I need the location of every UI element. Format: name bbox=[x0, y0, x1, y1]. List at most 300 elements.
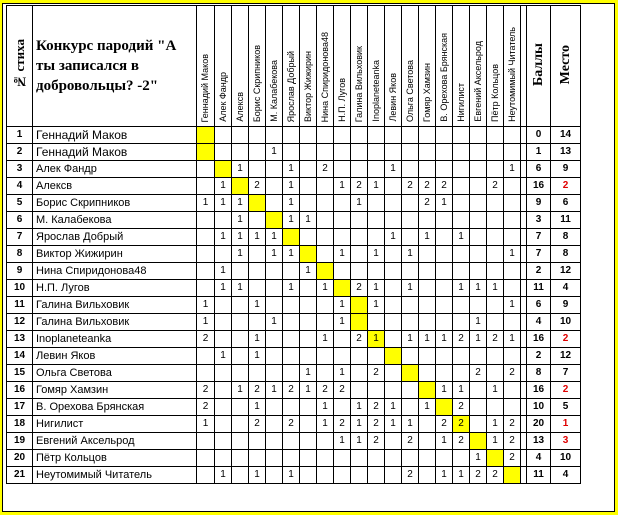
place-cell: 2 bbox=[551, 331, 581, 348]
vote-cell bbox=[385, 144, 402, 161]
row-number: 11 bbox=[7, 297, 33, 314]
vote-cell: 1 bbox=[232, 161, 249, 178]
vote-cell bbox=[436, 246, 453, 263]
vote-cell: 1 bbox=[215, 229, 232, 246]
row-number: 16 bbox=[7, 382, 33, 399]
table-row bbox=[7, 348, 581, 365]
vote-cell bbox=[232, 365, 249, 382]
table-row bbox=[7, 212, 581, 229]
vote-cell bbox=[402, 161, 419, 178]
vote-cell: 1 bbox=[232, 212, 249, 229]
vote-cell bbox=[504, 382, 521, 399]
vote-cell: 2 bbox=[453, 399, 470, 416]
score-cell: 7 bbox=[527, 246, 551, 263]
vote-cell bbox=[300, 450, 317, 467]
vote-cell bbox=[197, 161, 215, 178]
row-number: 12 bbox=[7, 314, 33, 331]
place-cell: 11 bbox=[551, 212, 581, 229]
vote-cell bbox=[351, 348, 368, 365]
place-cell: 12 bbox=[551, 263, 581, 280]
vote-cell bbox=[470, 382, 487, 399]
vote-cell bbox=[232, 467, 249, 484]
vote-cell bbox=[197, 229, 215, 246]
vote-cell: 1 bbox=[351, 416, 368, 433]
vote-cell bbox=[232, 144, 249, 161]
vote-cell bbox=[266, 365, 283, 382]
score-cell: 20 bbox=[527, 416, 551, 433]
vote-cell bbox=[300, 144, 317, 161]
vote-cell bbox=[368, 229, 385, 246]
column-header-label: Ольга Светова bbox=[404, 59, 415, 122]
vote-cell bbox=[385, 314, 402, 331]
vote-cell: 1 bbox=[317, 399, 334, 416]
vote-cell: 1 bbox=[368, 280, 385, 297]
vote-cell bbox=[419, 280, 436, 297]
score-cell: 16 bbox=[527, 331, 551, 348]
vote-cell bbox=[249, 127, 266, 144]
row-number: 10 bbox=[7, 280, 33, 297]
vote-cell bbox=[504, 212, 521, 229]
column-header-label: Борис Скрипников bbox=[251, 44, 262, 122]
vote-cell: 1 bbox=[334, 246, 351, 263]
vote-cell bbox=[351, 450, 368, 467]
vote-cell bbox=[419, 467, 436, 484]
vote-cell: 2 bbox=[249, 382, 266, 399]
vote-cell bbox=[300, 331, 317, 348]
column-header-author bbox=[215, 6, 232, 127]
vote-cell: 1 bbox=[470, 331, 487, 348]
vote-cell bbox=[436, 365, 453, 382]
self-vote-cell bbox=[300, 246, 317, 263]
vote-cell bbox=[249, 212, 266, 229]
score-cell: 11 bbox=[527, 280, 551, 297]
vote-cell: 1 bbox=[470, 314, 487, 331]
vote-cell bbox=[197, 178, 215, 195]
row-author-name: Левин Яков bbox=[33, 348, 197, 365]
row-author-name: Галина Вильховик bbox=[33, 314, 197, 331]
vote-cell: 1 bbox=[402, 416, 419, 433]
vote-cell bbox=[402, 399, 419, 416]
place-cell: 10 bbox=[551, 450, 581, 467]
row-number: 13 bbox=[7, 331, 33, 348]
vote-cell bbox=[334, 467, 351, 484]
vote-cell bbox=[300, 348, 317, 365]
vote-cell bbox=[283, 348, 300, 365]
table-row bbox=[7, 314, 581, 331]
vote-cell: 1 bbox=[197, 314, 215, 331]
self-vote-cell bbox=[351, 314, 368, 331]
vote-cell bbox=[470, 263, 487, 280]
vote-cell bbox=[385, 467, 402, 484]
vote-cell bbox=[504, 263, 521, 280]
self-vote-cell bbox=[215, 161, 232, 178]
score-cell: 10 bbox=[527, 399, 551, 416]
header-score-label: Баллы bbox=[530, 42, 546, 87]
table-row bbox=[7, 263, 581, 280]
vote-cell: 1 bbox=[300, 365, 317, 382]
header-number-cell bbox=[7, 6, 33, 127]
vote-cell bbox=[266, 433, 283, 450]
vote-cell bbox=[436, 263, 453, 280]
column-header-author bbox=[487, 6, 504, 127]
vote-cell bbox=[317, 348, 334, 365]
vote-cell bbox=[453, 450, 470, 467]
column-header-label: В. Орехова Брянская bbox=[438, 33, 449, 122]
vote-cell: 2 bbox=[504, 416, 521, 433]
vote-cell bbox=[453, 178, 470, 195]
header-number-label: № стиха bbox=[12, 39, 27, 90]
vote-cell: 1 bbox=[436, 195, 453, 212]
column-header-author bbox=[470, 6, 487, 127]
vote-cell bbox=[470, 416, 487, 433]
vote-cell bbox=[283, 144, 300, 161]
vote-cell bbox=[419, 161, 436, 178]
vote-cell: 1 bbox=[487, 433, 504, 450]
vote-cell bbox=[283, 263, 300, 280]
vote-cell bbox=[266, 161, 283, 178]
vote-cell bbox=[402, 263, 419, 280]
vote-cell bbox=[317, 246, 334, 263]
vote-cell bbox=[402, 348, 419, 365]
vote-cell: 2 bbox=[249, 178, 266, 195]
vote-cell bbox=[232, 416, 249, 433]
column-header-author bbox=[300, 6, 317, 127]
vote-cell: 1 bbox=[334, 365, 351, 382]
vote-cell bbox=[334, 161, 351, 178]
vote-cell bbox=[402, 144, 419, 161]
vote-cell: 1 bbox=[249, 297, 266, 314]
vote-cell bbox=[419, 416, 436, 433]
vote-cell: 2 bbox=[487, 467, 504, 484]
vote-cell: 1 bbox=[385, 161, 402, 178]
vote-cell bbox=[232, 297, 249, 314]
score-cell: 1 bbox=[527, 144, 551, 161]
vote-cell: 1 bbox=[351, 195, 368, 212]
vote-cell: 1 bbox=[368, 178, 385, 195]
vote-cell bbox=[419, 433, 436, 450]
vote-cell bbox=[232, 314, 249, 331]
self-vote-cell: 1 bbox=[368, 331, 385, 348]
vote-cell: 1 bbox=[504, 297, 521, 314]
table-row bbox=[7, 382, 581, 399]
vote-cell bbox=[197, 467, 215, 484]
vote-cell bbox=[266, 127, 283, 144]
vote-cell bbox=[385, 297, 402, 314]
vote-cell bbox=[215, 246, 232, 263]
column-header-author bbox=[385, 6, 402, 127]
vote-cell: 1 bbox=[215, 467, 232, 484]
vote-cell bbox=[197, 212, 215, 229]
self-vote-cell bbox=[385, 348, 402, 365]
vote-cell: 1 bbox=[453, 382, 470, 399]
column-header-author bbox=[334, 6, 351, 127]
score-cell: 6 bbox=[527, 297, 551, 314]
vote-cell bbox=[453, 297, 470, 314]
vote-cell: 1 bbox=[266, 144, 283, 161]
vote-cell: 2 bbox=[402, 178, 419, 195]
vote-cell bbox=[436, 314, 453, 331]
vote-cell bbox=[436, 127, 453, 144]
vote-cell bbox=[419, 212, 436, 229]
vote-cell bbox=[368, 382, 385, 399]
score-cell: 0 bbox=[527, 127, 551, 144]
row-author-name: Нигилист bbox=[33, 416, 197, 433]
vote-cell: 1 bbox=[266, 382, 283, 399]
vote-cell bbox=[197, 246, 215, 263]
vote-cell bbox=[487, 348, 504, 365]
table-row bbox=[7, 399, 581, 416]
contest-table-sheet bbox=[2, 3, 615, 512]
vote-cell bbox=[317, 467, 334, 484]
column-header-author bbox=[197, 6, 215, 127]
column-header-author bbox=[232, 6, 249, 127]
vote-cell: 2 bbox=[487, 178, 504, 195]
vote-cell: 2 bbox=[419, 195, 436, 212]
vote-cell bbox=[402, 212, 419, 229]
vote-cell bbox=[197, 365, 215, 382]
vote-cell bbox=[266, 263, 283, 280]
vote-cell bbox=[487, 246, 504, 263]
vote-cell: 1 bbox=[283, 195, 300, 212]
vote-cell: 1 bbox=[504, 161, 521, 178]
place-cell: 12 bbox=[551, 348, 581, 365]
vote-cell bbox=[317, 314, 334, 331]
vote-cell bbox=[368, 467, 385, 484]
vote-cell bbox=[470, 144, 487, 161]
vote-cell: 1 bbox=[436, 467, 453, 484]
vote-cell bbox=[436, 144, 453, 161]
column-header-label: Гомяр Хамзин bbox=[421, 62, 432, 122]
vote-cell bbox=[368, 314, 385, 331]
vote-cell bbox=[197, 433, 215, 450]
vote-cell bbox=[215, 314, 232, 331]
vote-cell bbox=[436, 161, 453, 178]
place-cell: 9 bbox=[551, 161, 581, 178]
vote-cell: 1 bbox=[283, 161, 300, 178]
vote-cell bbox=[215, 365, 232, 382]
vote-cell bbox=[487, 212, 504, 229]
table-row bbox=[7, 229, 581, 246]
vote-cell: 1 bbox=[249, 331, 266, 348]
vote-cell: 1 bbox=[215, 263, 232, 280]
self-vote-cell bbox=[436, 399, 453, 416]
row-number: 8 bbox=[7, 246, 33, 263]
row-number: 3 bbox=[7, 161, 33, 178]
column-header-author bbox=[419, 6, 436, 127]
row-author-name: Галина Вильховик bbox=[33, 297, 197, 314]
vote-cell bbox=[232, 399, 249, 416]
vote-cell bbox=[300, 195, 317, 212]
place-cell: 4 bbox=[551, 280, 581, 297]
vote-cell bbox=[402, 195, 419, 212]
vote-cell: 2 bbox=[351, 178, 368, 195]
vote-cell bbox=[283, 331, 300, 348]
row-author-name: Пётр Кольцов bbox=[33, 450, 197, 467]
vote-cell bbox=[317, 365, 334, 382]
row-author-name: Нина Спиридонова48 bbox=[33, 263, 197, 280]
vote-cell: 1 bbox=[453, 229, 470, 246]
vote-cell bbox=[487, 127, 504, 144]
vote-cell: 2 bbox=[368, 433, 385, 450]
column-header-author bbox=[317, 6, 334, 127]
vote-cell bbox=[351, 365, 368, 382]
vote-cell: 1 bbox=[334, 297, 351, 314]
column-header-label: Inoplaneteanka bbox=[370, 60, 381, 122]
vote-cell: 2 bbox=[368, 416, 385, 433]
vote-cell bbox=[470, 195, 487, 212]
vote-cell: 1 bbox=[470, 280, 487, 297]
vote-cell: 1 bbox=[317, 280, 334, 297]
place-cell: 7 bbox=[551, 365, 581, 382]
vote-cell bbox=[368, 127, 385, 144]
vote-cell bbox=[215, 212, 232, 229]
score-cell: 16 bbox=[527, 178, 551, 195]
vote-cell bbox=[334, 212, 351, 229]
vote-cell bbox=[385, 331, 402, 348]
vote-cell: 1 bbox=[215, 178, 232, 195]
vote-cell: 1 bbox=[283, 212, 300, 229]
self-vote-cell bbox=[470, 433, 487, 450]
vote-cell bbox=[266, 348, 283, 365]
vote-cell bbox=[283, 127, 300, 144]
vote-cell: 1 bbox=[436, 331, 453, 348]
vote-cell: 1 bbox=[197, 297, 215, 314]
table-row bbox=[7, 467, 581, 484]
vote-cell: 2 bbox=[317, 161, 334, 178]
row-number: 19 bbox=[7, 433, 33, 450]
row-number: 4 bbox=[7, 178, 33, 195]
vote-cell bbox=[453, 246, 470, 263]
vote-cell: 1 bbox=[453, 280, 470, 297]
self-vote-cell bbox=[249, 195, 266, 212]
vote-cell: 2 bbox=[453, 331, 470, 348]
self-vote-cell bbox=[334, 280, 351, 297]
vote-cell bbox=[351, 382, 368, 399]
table-row bbox=[7, 450, 581, 467]
vote-cell: 1 bbox=[402, 246, 419, 263]
vote-cell bbox=[368, 161, 385, 178]
row-author-name: Борис Скрипников bbox=[33, 195, 197, 212]
vote-cell bbox=[470, 178, 487, 195]
vote-cell bbox=[334, 195, 351, 212]
vote-cell bbox=[215, 144, 232, 161]
vote-cell bbox=[266, 280, 283, 297]
row-number: 17 bbox=[7, 399, 33, 416]
column-header-label: Алексв bbox=[234, 92, 245, 122]
row-number: 14 bbox=[7, 348, 33, 365]
vote-cell: 1 bbox=[385, 416, 402, 433]
vote-cell bbox=[504, 280, 521, 297]
vote-cell bbox=[385, 280, 402, 297]
row-author-name: Алексв bbox=[33, 178, 197, 195]
column-header-label: М. Калабекова bbox=[268, 60, 279, 122]
vote-cell: 1 bbox=[419, 229, 436, 246]
vote-cell: 2 bbox=[351, 280, 368, 297]
vote-cell bbox=[266, 399, 283, 416]
column-header-label: Н.П. Лугов bbox=[336, 78, 347, 122]
table-row bbox=[7, 178, 581, 195]
vote-cell bbox=[300, 280, 317, 297]
row-author-name: Геннадий Маков bbox=[33, 144, 197, 161]
place-cell: 2 bbox=[551, 178, 581, 195]
vote-cell bbox=[487, 263, 504, 280]
self-vote-cell bbox=[266, 212, 283, 229]
table-row bbox=[7, 433, 581, 450]
vote-cell: 1 bbox=[487, 280, 504, 297]
vote-cell: 2 bbox=[368, 365, 385, 382]
column-header-label: Неутомимый Читатель bbox=[506, 27, 517, 122]
column-header-author bbox=[436, 6, 453, 127]
vote-cell bbox=[487, 161, 504, 178]
vote-cell: 2 bbox=[334, 382, 351, 399]
vote-cell bbox=[402, 382, 419, 399]
place-cell: 2 bbox=[551, 382, 581, 399]
vote-cell bbox=[266, 195, 283, 212]
vote-cell bbox=[215, 433, 232, 450]
row-number: 21 bbox=[7, 467, 33, 484]
vote-cell: 1 bbox=[334, 433, 351, 450]
score-cell: 3 bbox=[527, 212, 551, 229]
vote-cell bbox=[232, 331, 249, 348]
vote-cell: 2 bbox=[402, 433, 419, 450]
score-cell: 9 bbox=[527, 195, 551, 212]
vote-cell bbox=[504, 399, 521, 416]
vote-cell bbox=[368, 144, 385, 161]
score-cell: 11 bbox=[527, 467, 551, 484]
column-header-label: Нина Спиридонова48 bbox=[319, 31, 330, 122]
vote-cell: 2 bbox=[368, 399, 385, 416]
vote-cell bbox=[300, 433, 317, 450]
vote-cell bbox=[402, 314, 419, 331]
score-cell: 8 bbox=[527, 365, 551, 382]
self-vote-cell bbox=[317, 263, 334, 280]
vote-cell bbox=[470, 161, 487, 178]
table-row bbox=[7, 161, 581, 178]
vote-cell bbox=[453, 144, 470, 161]
vote-cell: 2 bbox=[470, 467, 487, 484]
vote-cell: 1 bbox=[453, 467, 470, 484]
header-place-label: Место bbox=[557, 44, 573, 85]
vote-cell: 2 bbox=[436, 416, 453, 433]
vote-cell bbox=[368, 195, 385, 212]
score-cell: 6 bbox=[527, 161, 551, 178]
vote-cell bbox=[266, 297, 283, 314]
vote-cell bbox=[249, 280, 266, 297]
vote-cell: 1 bbox=[470, 450, 487, 467]
row-number: 5 bbox=[7, 195, 33, 212]
vote-cell: 1 bbox=[232, 229, 249, 246]
vote-cell bbox=[334, 399, 351, 416]
column-header-author bbox=[351, 6, 368, 127]
vote-cell bbox=[317, 297, 334, 314]
vote-cell bbox=[453, 195, 470, 212]
column-header-label: Ярослав Добрый bbox=[285, 50, 296, 122]
vote-cell bbox=[249, 246, 266, 263]
vote-cell: 1 bbox=[300, 263, 317, 280]
column-header-author bbox=[504, 6, 521, 127]
vote-cell bbox=[249, 314, 266, 331]
row-number: 2 bbox=[7, 144, 33, 161]
vote-cell: 1 bbox=[368, 297, 385, 314]
vote-cell: 1 bbox=[334, 178, 351, 195]
vote-cell bbox=[317, 433, 334, 450]
column-header-label: Нигилист bbox=[455, 83, 466, 122]
vote-cell bbox=[249, 450, 266, 467]
vote-cell: 2 bbox=[249, 416, 266, 433]
vote-cell: 1 bbox=[436, 382, 453, 399]
score-cell: 7 bbox=[527, 229, 551, 246]
vote-cell bbox=[197, 280, 215, 297]
